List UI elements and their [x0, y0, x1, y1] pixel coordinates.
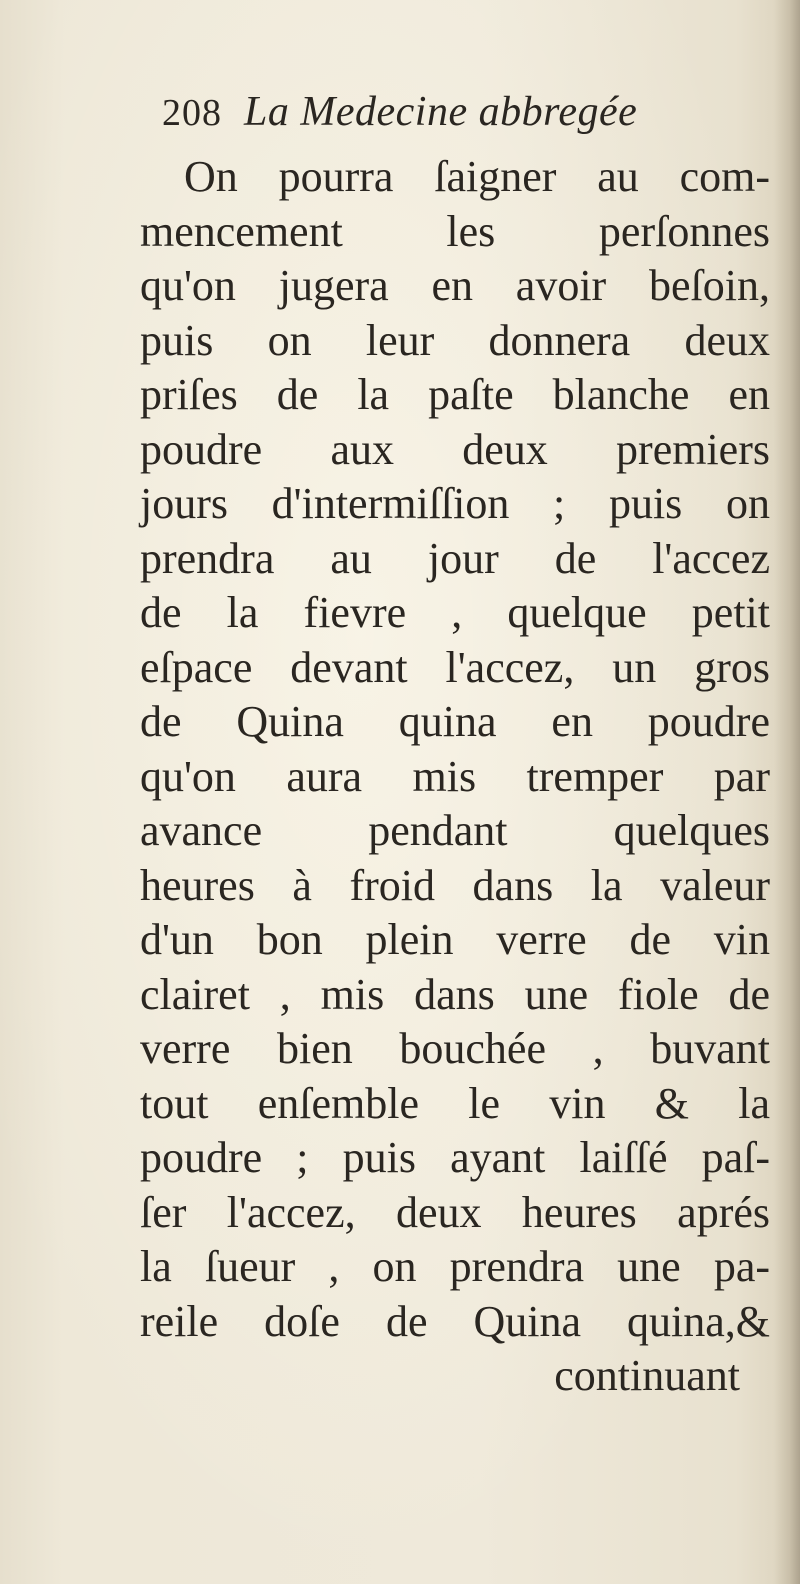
text-line: reile doſe de Quina quina,& [140, 1296, 770, 1346]
text-line: d'un bon plein verre de vin [140, 915, 770, 964]
text-line: heures à froid dans la valeur [140, 860, 770, 910]
text-line: prendra au jour de l'accez [140, 533, 770, 583]
text-line: On pourra ſaigner au com- [184, 152, 770, 201]
gutter-shadow [774, 0, 800, 1584]
text-line: poudre ; puis ayant laiſſé paſ- [140, 1133, 770, 1182]
text-line: mencement les perſonnes [140, 206, 770, 256]
text-line: avance pendant quelques [140, 806, 770, 855]
text-line: de la fievre , quelque petit [140, 588, 770, 637]
text-line: qu'on jugera en avoir beſoin, [140, 261, 770, 310]
text-block [140, 88, 770, 1404]
running-title: La Medecine abbregée [244, 89, 638, 135]
text-line: poudre aux deux premiers [140, 424, 770, 474]
text-line: tout enſemble le vin & la [140, 1078, 770, 1128]
text-line: clairet , mis dans une fiole de [140, 969, 770, 1019]
text-line: de Quina quina en poudre [140, 697, 770, 746]
text-line: puis on leur donnera deux [140, 315, 770, 365]
text-line: la ſueur , on prendra une pa- [140, 1242, 770, 1291]
running-head [162, 88, 770, 150]
text-line: eſpace devant l'accez, un gros [140, 642, 770, 692]
text-line: verre bien bouchée , buvant [140, 1024, 770, 1073]
text-line: jours d'intermiſſion ; puis on [140, 479, 770, 528]
catchword: continuant [554, 1351, 740, 1400]
text-line: ſer l'accez, deux heures aprés [140, 1187, 770, 1237]
text-line: priſes de la paſte blanche en [140, 370, 770, 419]
page-number: 208 [162, 92, 222, 134]
text-line: qu'on aura mis tremper par [140, 751, 770, 801]
body-text [140, 150, 770, 1349]
